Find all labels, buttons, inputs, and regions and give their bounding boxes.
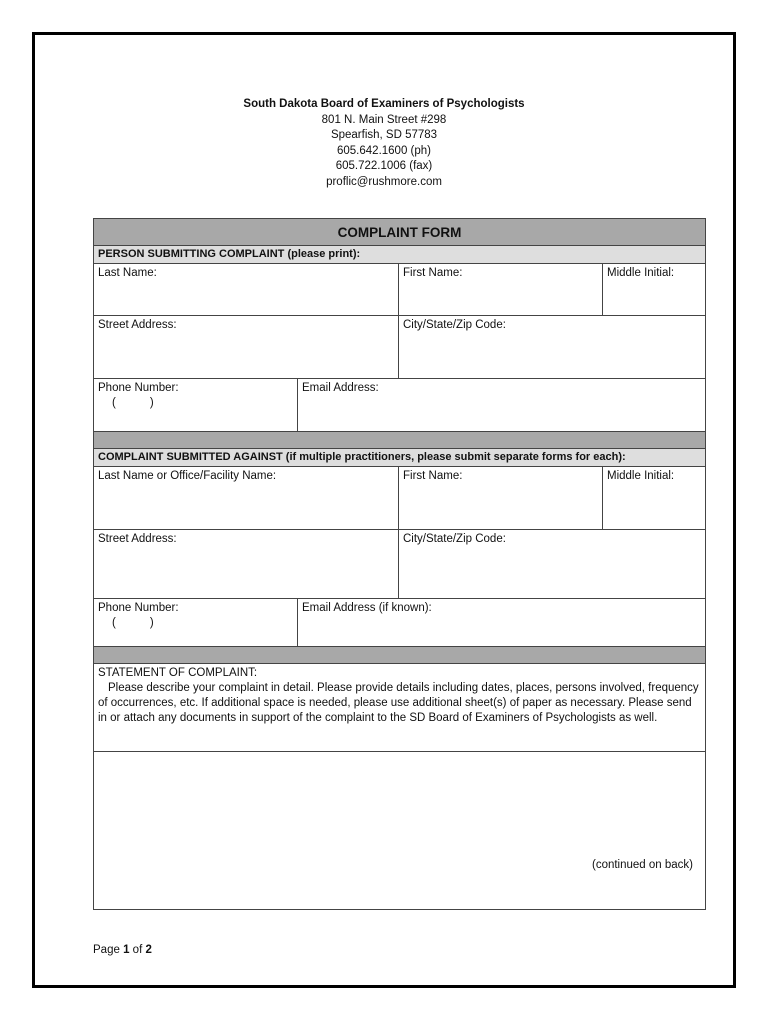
submitter-city-state-zip-field[interactable] — [399, 316, 706, 379]
field-label: Street Address: — [98, 319, 177, 331]
statement-heading: STATEMENT OF COMPLAINT: — [98, 667, 258, 679]
organization-name: South Dakota Board of Examiners of Psychologists — [243, 98, 525, 110]
submitter-first-name-field[interactable] — [399, 264, 603, 316]
submitter-street-address-field[interactable] — [94, 316, 399, 379]
statement-text-area[interactable] — [94, 752, 706, 910]
field-label: Last Name or Office/Facility Name: — [98, 470, 277, 482]
field-label: Street Address: — [98, 533, 177, 545]
field-label: City/State/Zip Code: — [403, 319, 506, 331]
submitter-email-field[interactable] — [298, 379, 706, 432]
field-label: Middle Initial: — [607, 470, 675, 482]
address-line-1: 801 N. Main Street #298 — [321, 113, 447, 126]
field-label: Email Address: — [302, 382, 379, 394]
against-first-name-field[interactable] — [399, 467, 603, 530]
against-street-address-field[interactable] — [94, 530, 399, 599]
address-line-2: Spearfish, SD 57783 — [330, 129, 438, 141]
statement-instruction-text: Please describe your complaint in detail. Please provide details including dates, places, persons involved, frequency of occurrences, etc. If additional space is needed, please use additional sheet(s) of paper as necessary. Please send in or attach any documents in support of the complaint to the SD Board of Examiners of Psychologists as well. — [98, 682, 699, 724]
letterhead — [35, 97, 733, 190]
area-code-parens: ( ) — [112, 617, 154, 629]
continued-note: (continued on back) — [591, 859, 693, 871]
section-divider — [94, 432, 706, 449]
document-page — [32, 32, 736, 988]
page-number: Page 1 of 2 — [93, 944, 152, 956]
field-label: Middle Initial: — [607, 267, 675, 279]
area-code-parens: ( ) — [112, 397, 154, 409]
field-label: Phone Number: — [98, 602, 179, 614]
against-middle-initial-field[interactable] — [603, 467, 706, 530]
complaint-form — [93, 218, 705, 910]
field-label: City/State/Zip Code: — [403, 533, 506, 545]
field-label: First Name: — [403, 470, 463, 482]
against-last-name-field[interactable] — [94, 467, 399, 530]
submitter-phone-field[interactable] — [94, 379, 298, 432]
against-email-field[interactable] — [298, 599, 706, 647]
phone-number: 605.642.1600 (ph) — [337, 144, 431, 157]
statement-instructions — [94, 664, 706, 752]
field-label: Phone Number: — [98, 382, 179, 394]
fax-number: 605.722.1006 (fax) — [335, 160, 433, 172]
submitter-section-heading: PERSON SUBMITTING COMPLAINT (please print): — [94, 246, 706, 264]
against-city-state-zip-field[interactable] — [399, 530, 706, 599]
against-phone-field[interactable] — [94, 599, 298, 647]
form-title: COMPLAINT FORM — [94, 219, 706, 246]
contact-email: proflic@rushmore.com — [326, 175, 442, 188]
submitter-last-name-field[interactable] — [94, 264, 399, 316]
field-label: Email Address (if known): — [302, 602, 432, 614]
against-section-heading: COMPLAINT SUBMITTED AGAINST (if multiple practitioners, please submit separate forms for each): — [94, 449, 706, 467]
section-divider — [94, 647, 706, 664]
field-label: Last Name: — [98, 267, 157, 279]
complaint-form-table — [93, 218, 706, 910]
field-label: First Name: — [403, 267, 463, 279]
submitter-middle-initial-field[interactable] — [603, 264, 706, 316]
